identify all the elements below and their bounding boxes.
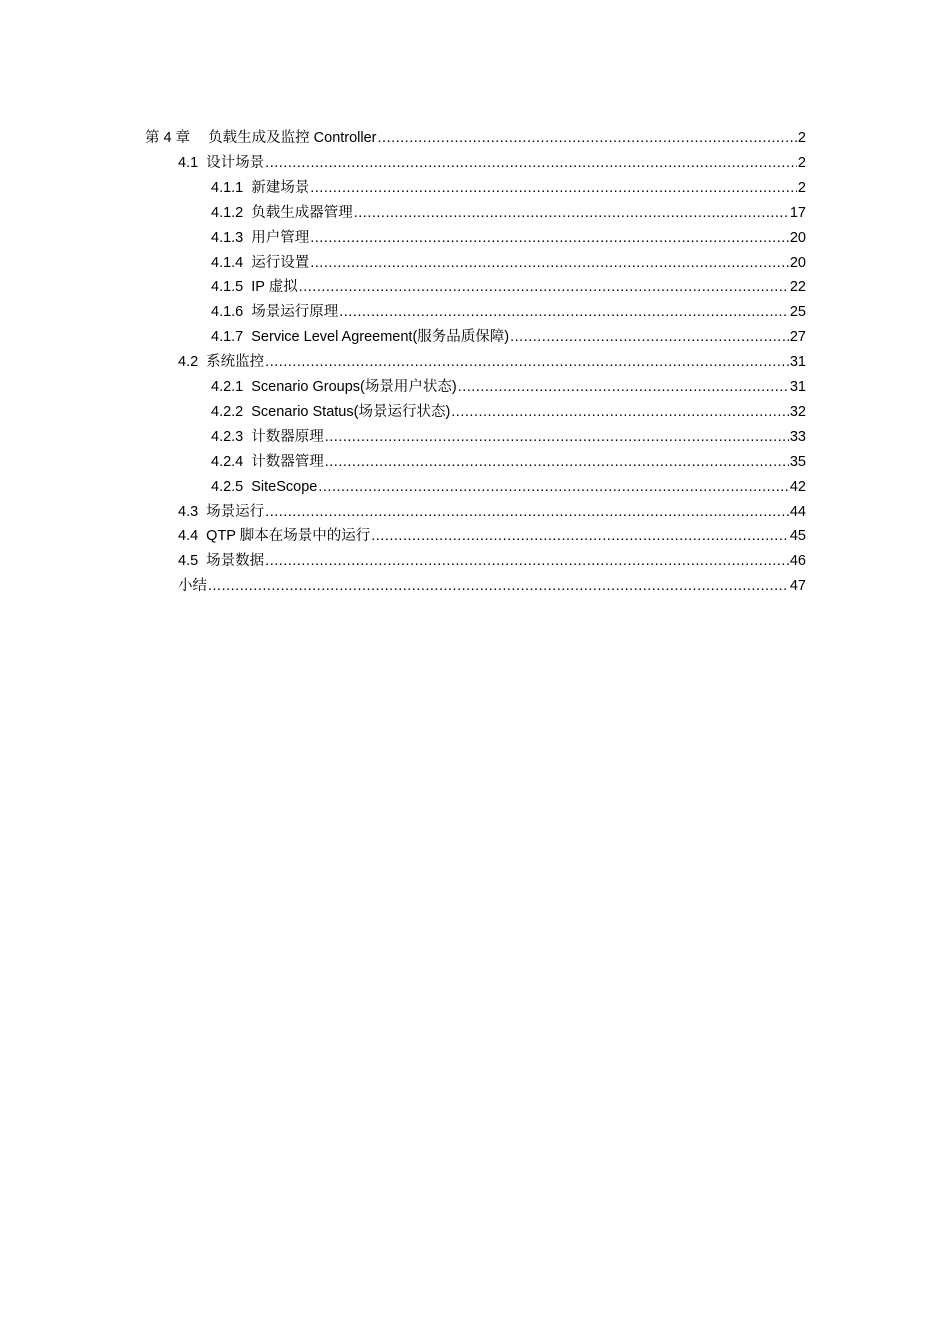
toc-entry-number: 4.1 <box>178 154 199 171</box>
toc-entry-number: 4.2.1 <box>211 379 244 395</box>
toc-entry-4-1-2[interactable] <box>211 201 806 226</box>
toc-entry-number: 4.2.4 <box>211 453 244 470</box>
toc-entry-number: 4.1.7 <box>211 329 244 346</box>
toc-entry-number: 4.2.5 <box>211 478 244 495</box>
toc-dot-leader <box>265 151 797 176</box>
toc-entry-chapter-4[interactable] <box>145 126 806 151</box>
toc-entry-4-2[interactable] <box>178 350 806 375</box>
toc-entry-4-1-1[interactable] <box>211 176 806 201</box>
toc-entry-title: Service Level Agreement(服务品质保障) <box>251 329 510 346</box>
toc-dot-leader <box>354 201 789 226</box>
toc-page-number: 2 <box>797 130 806 146</box>
toc-entry-number: 4.1.1 <box>211 179 244 196</box>
toc-entry-4-2-5[interactable] <box>211 475 806 500</box>
toc-entry-number: 4.5 <box>178 553 199 570</box>
toc-entry-number: 4.1.2 <box>211 204 244 221</box>
toc-entry-4-1-7[interactable] <box>211 325 806 350</box>
toc-entry-number: 4.2 <box>178 354 199 371</box>
toc-entry-title: 负载生成及监控 Controller <box>208 130 377 146</box>
toc-entry-4-4[interactable] <box>178 524 806 549</box>
toc-entry-4-2-4[interactable] <box>211 450 806 475</box>
toc-dot-leader <box>265 500 789 525</box>
toc-dot-leader <box>510 325 789 350</box>
toc-entry-number: 4.4 <box>178 528 199 545</box>
toc-page-number: 47 <box>789 578 806 595</box>
toc-entry-number: 4.1.5 <box>211 279 244 296</box>
toc-entry-title: 计数器管理 <box>251 453 324 470</box>
toc-dot-leader <box>339 300 789 325</box>
toc-entry-title: 新建场景 <box>251 179 310 196</box>
toc-dot-leader <box>458 375 789 400</box>
toc-page-number: 46 <box>789 553 806 570</box>
toc-page-number: 22 <box>789 279 806 296</box>
toc-page-number: 2 <box>797 179 806 196</box>
toc-dot-leader <box>318 475 789 500</box>
toc-entry-number: 4.2.3 <box>211 428 244 445</box>
toc-entry-4-3[interactable] <box>178 500 806 525</box>
toc-entry-4-2-1[interactable] <box>211 375 806 400</box>
toc-page-number: 2 <box>797 154 806 171</box>
toc-entry-title: 场景运行原理 <box>251 304 339 321</box>
toc-page-number: 31 <box>789 379 806 395</box>
toc-dot-leader <box>325 450 789 475</box>
toc-entry-number: 4.2.2 <box>211 403 244 420</box>
toc-entry-4-1-6[interactable] <box>211 300 806 325</box>
toc-page-number: 25 <box>789 304 806 321</box>
toc-dot-leader <box>208 574 789 599</box>
toc-dot-leader <box>371 524 789 549</box>
toc-entry-title: 场景运行 <box>206 503 265 520</box>
toc-entry-number: 4.1.6 <box>211 304 244 321</box>
toc-entry-title: 场景数据 <box>206 553 265 570</box>
toc-page-number: 42 <box>789 478 806 495</box>
toc-entry-title: QTP 脚本在场景中的运行 <box>206 528 371 545</box>
toc-entry-title: 计数器原理 <box>251 428 324 445</box>
toc-page-number: 32 <box>789 403 806 420</box>
toc-page-number: 27 <box>789 329 806 346</box>
toc-dot-leader <box>265 549 789 574</box>
toc-entry-4-5[interactable] <box>178 549 806 574</box>
toc-entry-4-2-3[interactable] <box>211 425 806 450</box>
toc-entry-title: IP 虚拟 <box>251 279 298 296</box>
toc-entry-title: 负载生成器管理 <box>251 204 353 221</box>
toc-page-number: 31 <box>789 354 806 371</box>
toc-entry-title: SiteScope <box>251 478 318 495</box>
toc-entry-title: 用户管理 <box>251 229 310 246</box>
toc-dot-leader <box>310 226 789 251</box>
toc-entry-number: 4.3 <box>178 503 199 520</box>
toc-dot-leader <box>310 176 797 201</box>
toc-page-number: 17 <box>789 204 806 221</box>
toc-dot-leader <box>310 251 789 276</box>
toc-entry-4-2-2[interactable] <box>211 400 806 425</box>
toc-dot-leader <box>265 350 789 375</box>
toc-entry-title: 设计场景 <box>206 154 265 171</box>
toc-page-number: 44 <box>789 503 806 520</box>
toc-entry-number: 4.1.4 <box>211 254 244 271</box>
toc-entry-number: 4.1.3 <box>211 229 244 246</box>
toc-page-number: 35 <box>789 453 806 470</box>
toc-entry-title: 运行设置 <box>251 254 310 271</box>
toc-dot-leader <box>325 425 789 450</box>
toc-entry-summary[interactable] <box>178 574 806 599</box>
toc-page-number: 20 <box>789 229 806 246</box>
toc-dot-leader <box>299 275 789 300</box>
toc-entry-4-1[interactable] <box>178 151 806 176</box>
toc-page-number: 45 <box>789 528 806 545</box>
toc-entry-title: 小结 <box>178 578 207 595</box>
toc-entry-number: 第 4 章 <box>145 130 191 146</box>
toc-dot-leader <box>451 400 789 425</box>
toc-entry-title: 系统监控 <box>206 354 265 371</box>
toc-entry-4-1-3[interactable] <box>211 226 806 251</box>
toc-page-number: 20 <box>789 254 806 271</box>
toc-entry-4-1-4[interactable] <box>211 251 806 276</box>
toc-entry-4-1-5[interactable] <box>211 275 806 300</box>
toc-entry-title: Scenario Groups(场景用户状态) <box>251 379 457 395</box>
toc-page-number: 33 <box>789 428 806 445</box>
toc-entry-title: Scenario Status(场景运行状态) <box>251 403 451 420</box>
toc-dot-leader <box>378 126 797 151</box>
